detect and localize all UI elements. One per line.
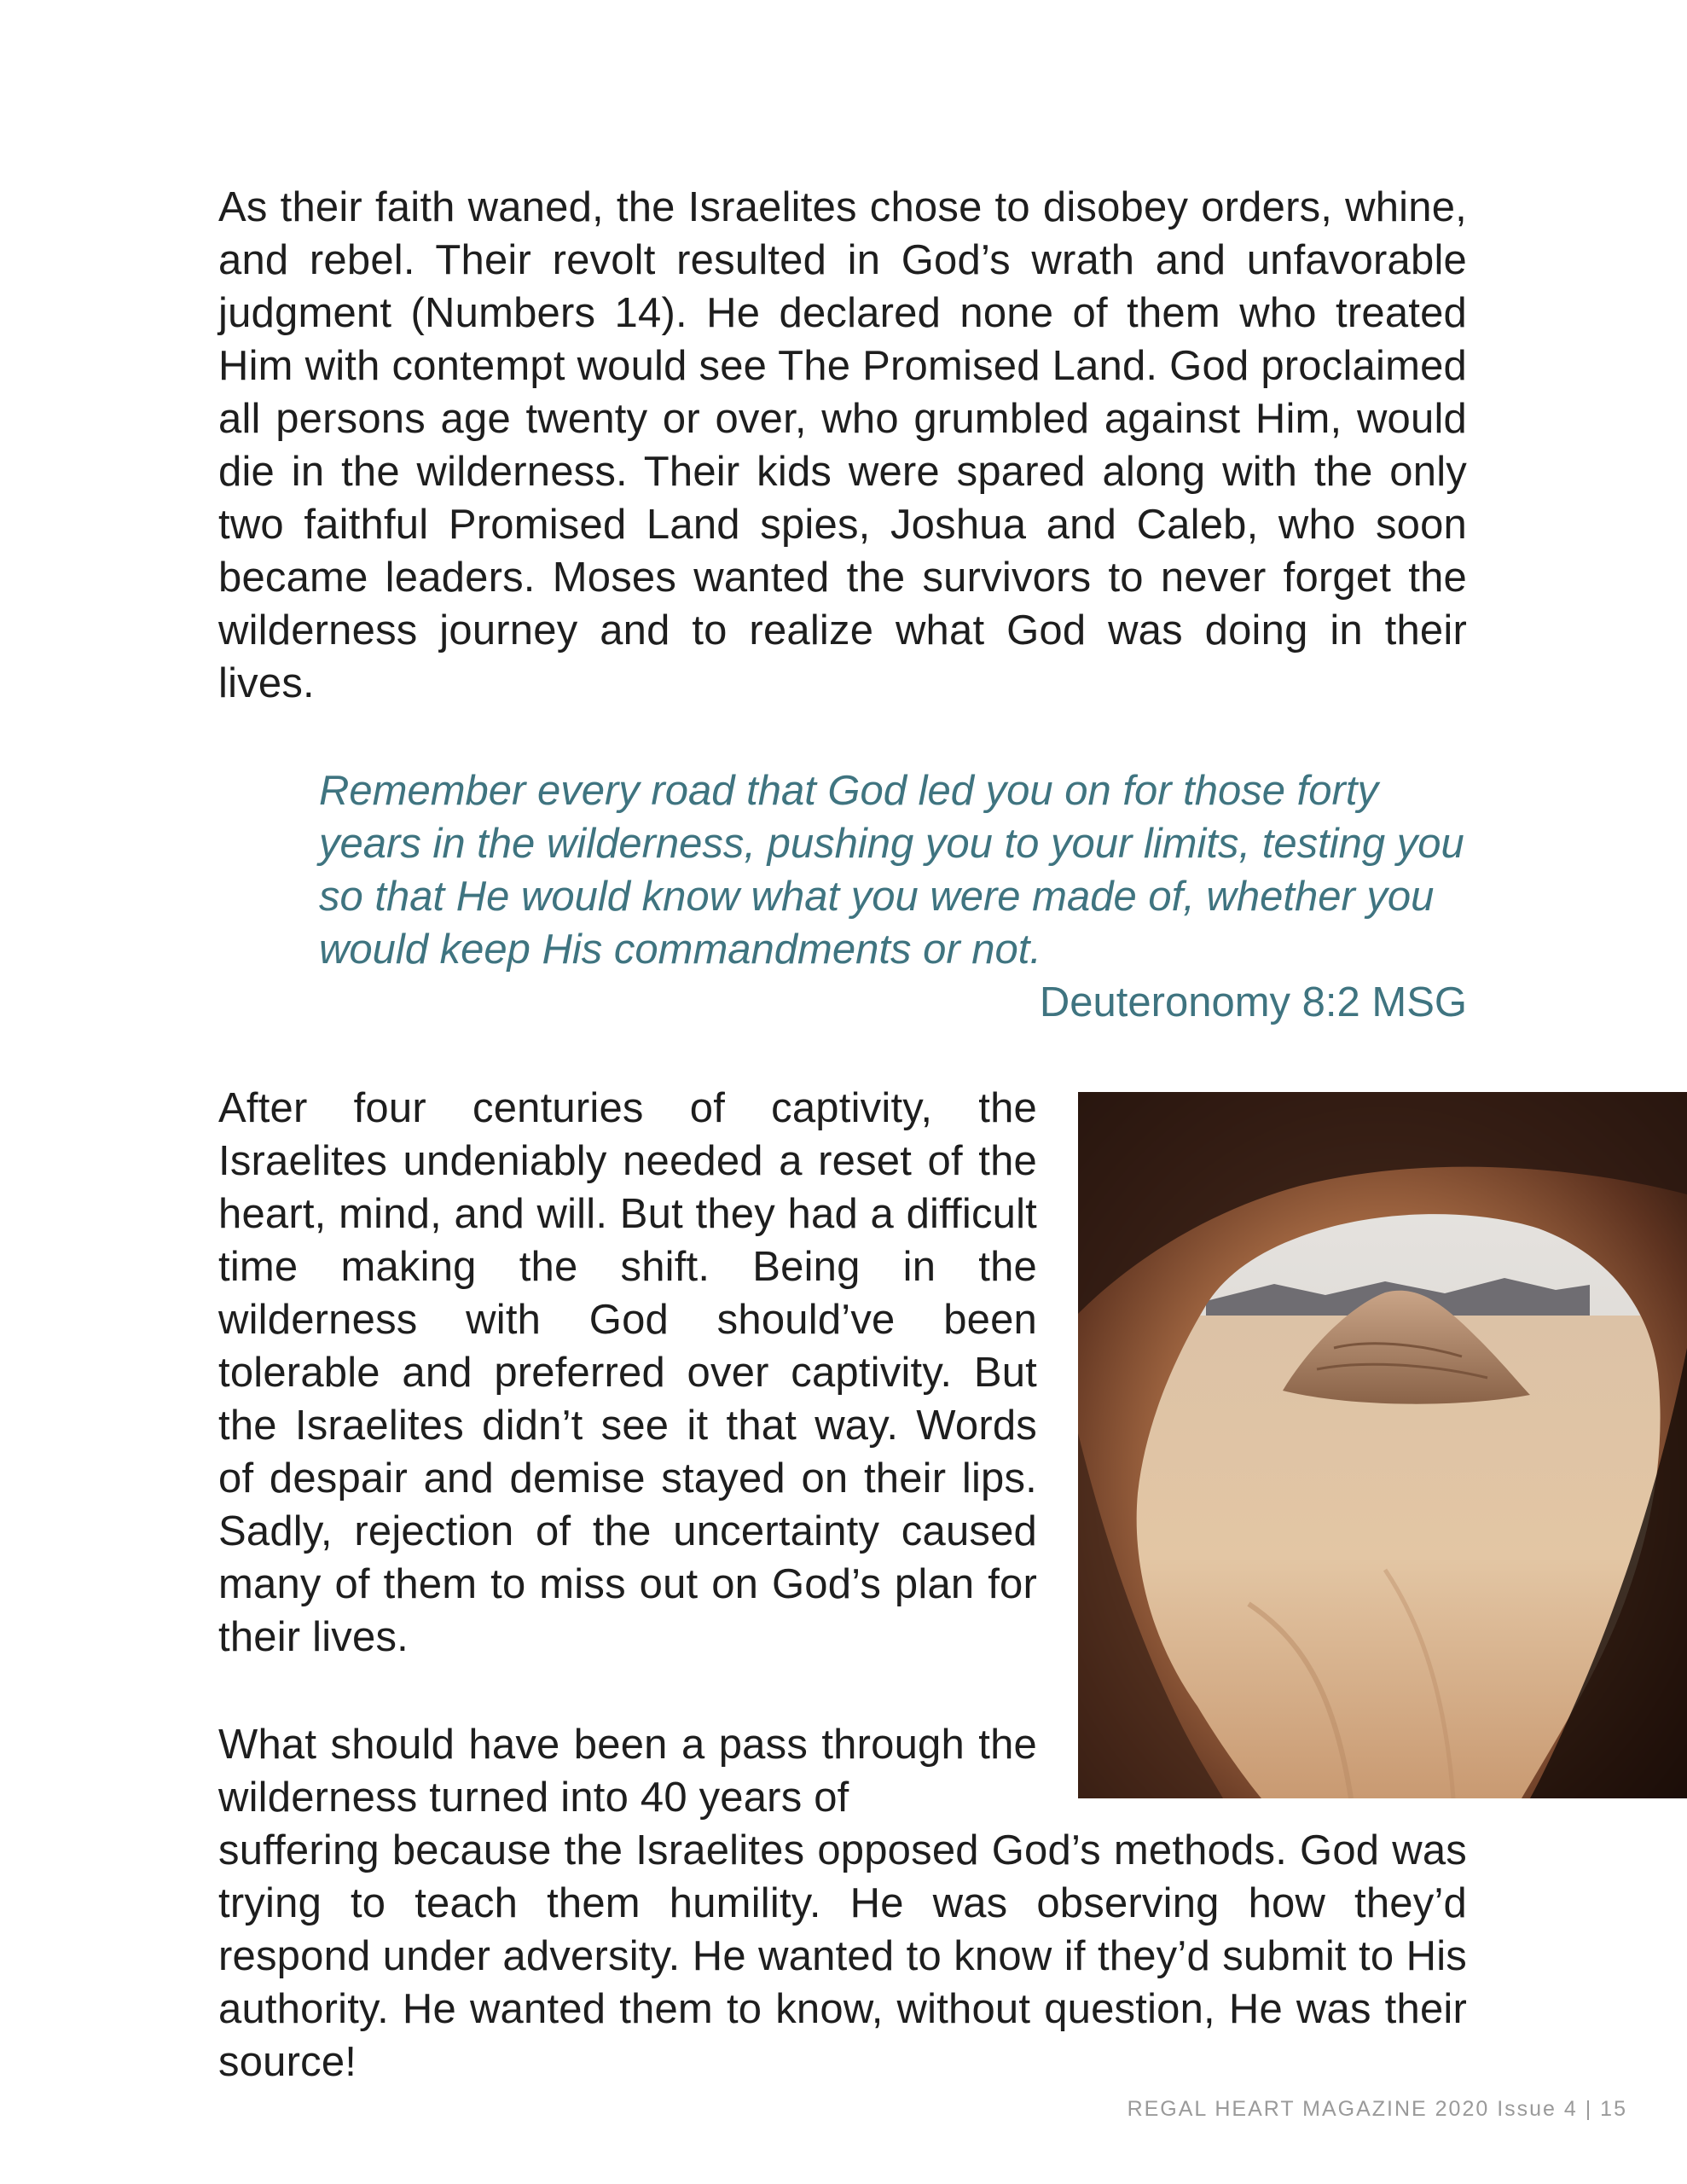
quote-reference: Deuteronomy 8:2 MSG — [1039, 979, 1467, 1025]
article-paragraph-1: As their faith waned, the Israelites chose to disobey orders, whine, and rebel. Their revolt resulted in God’s wrath and unfavorable judgment (Numbers 14). He declared none of them who treated Him with contempt would see The Promised Land. God proclaimed all persons age twenty or over, who grumbled against Him, would die in the wilderness. Their kids were spared along with the only two faithful Promised Land spies, Joshua and Caleb, who soon became leaders. Moses wanted the survivors to never forget the wilderness journey and to realize what God was doing in their lives. — [218, 184, 1467, 706]
article-paragraph-4: suffering because the Israelites opposed God’s methods. God was trying to teach them humility. He was observing how they’d respond under adversity. He wanted to know if they’d submit to His authority. He wanted them to know, without question, He was their source! — [218, 1827, 1467, 2085]
page-footer: REGAL HEART MAGAZINE 2020 Issue 4 | 15 — [1127, 2097, 1627, 2121]
article-paragraph-3: What should have been a pass through the wilderness turned into 40 years of — [218, 1722, 1037, 1821]
quote-text: Remember every road that God led you on for those forty years in the wilderness, pushing you to your limits, testing you so that He would know what you were made of, whether you would keep His commandments or not. — [319, 768, 1464, 973]
desert-cave-photo — [1078, 1092, 1687, 1798]
desert-cave-illustration — [1078, 1092, 1687, 1798]
scripture-quote — [319, 764, 1467, 1029]
article-paragraph-2: After four centuries of captivity, the Israelites undeniably needed a reset of the heart, mind, and will. But they had a difficult time making the shift. Being in the wilderness with God should’ve been tolerable and preferred over captivity. But the Israelites didn’t see it that way. Words of despair and demise stayed on their lips. Sadly, rejection of the uncertainty caused many of them to miss out on God’s plan for their lives. — [218, 1085, 1037, 1660]
